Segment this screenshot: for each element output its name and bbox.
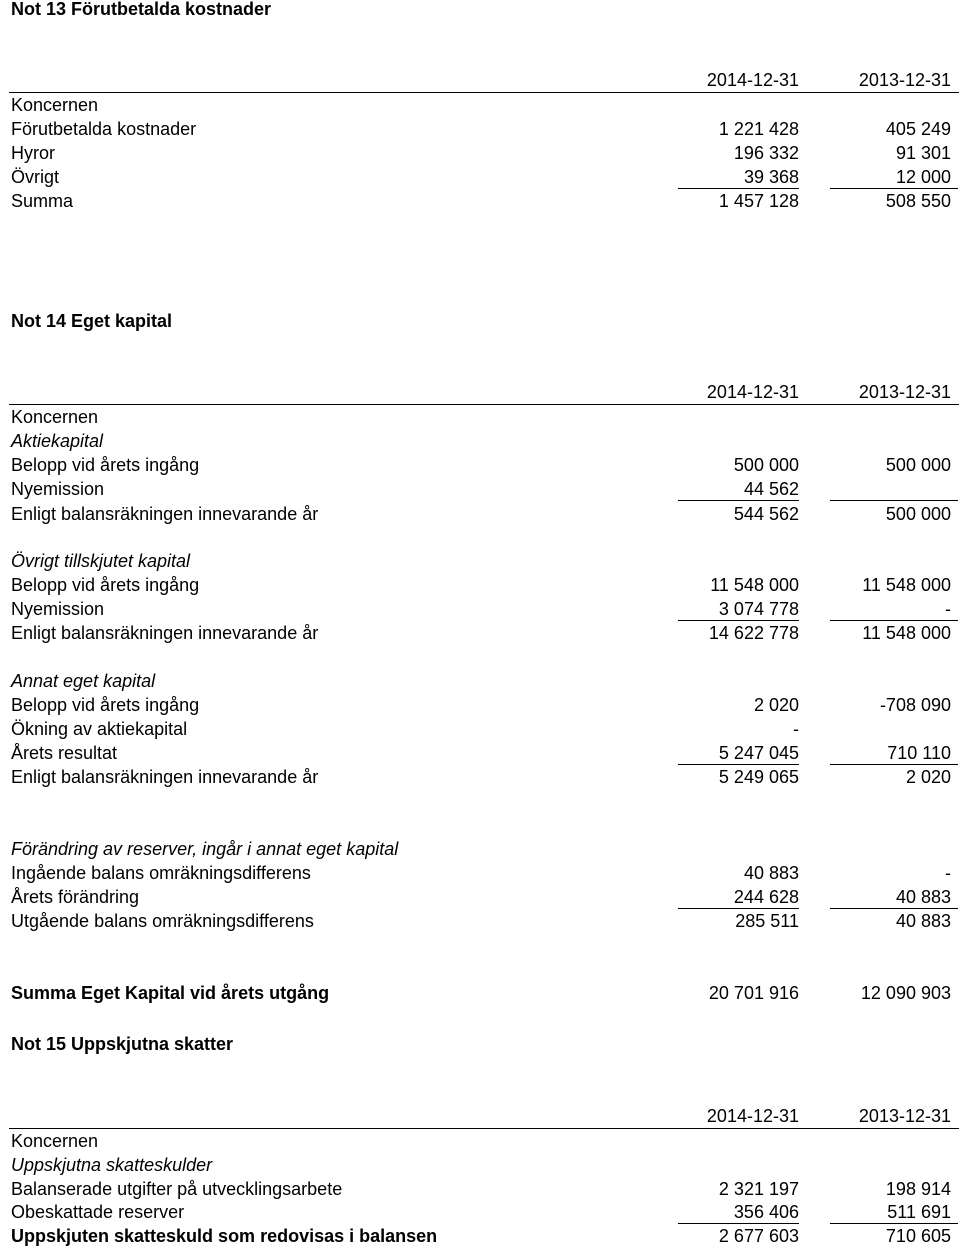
table-row-value-2013: -708 090: [879, 695, 951, 715]
table-row-label: Ökning av aktiekapital: [11, 719, 188, 739]
section-heading-reserver: Förändring av reserver, ingår i annat eget kapital: [11, 839, 399, 859]
table-row-value-2013: 2 020: [905, 767, 951, 787]
note-15-col1-header: 2014-12-31: [706, 1106, 799, 1126]
subtotal-rule: [830, 500, 958, 501]
table-row-value-2014: 11 548 000: [710, 575, 799, 595]
subtotal-rule: [830, 1223, 958, 1224]
section-heading-annat-eget-kapital: Annat eget kapital: [11, 671, 156, 691]
table-row-label: Utgående balans omräkningsdifferens: [11, 911, 314, 931]
table-row-value-2014: 500 000: [733, 455, 799, 475]
section-heading-ovrigt-tillskjutet: Övrigt tillskjutet kapital: [11, 551, 191, 571]
table-row-value-2014: 244 628: [733, 887, 799, 907]
table-row-label: Belopp vid årets ingång: [11, 455, 200, 475]
table-row-value-2014: -: [793, 719, 799, 739]
table-row-value-2013: 12 000: [895, 167, 951, 187]
table-row-label: Balanserade utgifter på utvecklingsarbete: [11, 1179, 343, 1199]
table-row-value-2013: 500 000: [885, 455, 951, 475]
deferred-tax-total-value-2013: 710 605: [885, 1226, 951, 1246]
table-row-value-2013: 198 914: [885, 1179, 951, 1199]
subtotal-rule: [678, 500, 799, 501]
table-row-value-2013: 511 691: [887, 1202, 951, 1222]
subtotal-rule: [678, 188, 799, 189]
table-row-value-2013: 710 110: [887, 743, 951, 763]
subtotal-rule: [830, 620, 958, 621]
table-row-label: Nyemission: [11, 479, 105, 499]
table-row-label: Årets förändring: [11, 887, 140, 907]
table-row-value-2014: 40 883: [743, 863, 799, 883]
table-row-value-2013: -: [945, 863, 951, 883]
table-row-label: Årets resultat: [11, 743, 118, 763]
note-13-title: Not 13 Förutbetalda kostnader: [11, 0, 272, 19]
table-row-label: Nyemission: [11, 599, 105, 619]
note-15-title: Not 15 Uppskjutna skatter: [11, 1034, 234, 1054]
table-row-value-2013: 11 548 000: [862, 575, 951, 595]
table-row-label: Förutbetalda kostnader: [11, 119, 197, 139]
note-13-group-label: Koncernen: [11, 95, 99, 115]
table-row-value-2013: 405 249: [885, 119, 951, 139]
table-row-value-2014: 44 562: [743, 479, 799, 499]
table-row-value-2014: 285 511: [735, 911, 799, 931]
table-row-value-2014: 1 457 128: [718, 191, 799, 211]
total-equity-label: Summa Eget Kapital vid årets utgång: [11, 983, 330, 1003]
table-row-value-2014: 2 020: [753, 695, 799, 715]
note-13-header-rule: [9, 92, 959, 93]
note-14-title: Not 14 Eget kapital: [11, 311, 173, 331]
note-15-header-rule: [9, 1128, 959, 1129]
table-row-value-2014: 544 562: [733, 504, 799, 524]
table-row-label: Obeskattade reserver: [11, 1202, 185, 1222]
table-row-label: Hyror: [11, 143, 55, 163]
table-row-value-2014: 3 074 778: [718, 599, 799, 619]
table-row-value-2014: 356 406: [733, 1202, 799, 1222]
note-15-group-label: Koncernen: [11, 1131, 99, 1151]
table-row-label: Övrigt: [11, 167, 60, 187]
table-row-value-2014: 1 221 428: [718, 119, 799, 139]
note-13-col1-header: 2014-12-31: [706, 70, 799, 90]
subtotal-rule: [830, 188, 958, 189]
note-14-col2-header: 2013-12-31: [858, 382, 951, 402]
table-row-label: Ingående balans omräkningsdifferens: [11, 863, 311, 883]
table-row-label: Belopp vid årets ingång: [11, 575, 200, 595]
deferred-tax-total-value-2014: 2 677 603: [718, 1226, 799, 1246]
table-row-value-2013: 508 550: [885, 191, 951, 211]
table-row-value-2013: -: [945, 599, 951, 619]
table-row-value-2014: 196 332: [733, 143, 799, 163]
table-row-value-2013: 11 548 000: [862, 623, 951, 643]
table-row-value-2014: 5 249 065: [718, 767, 799, 787]
table-row-label: Enligt balansräkningen innevarande år: [11, 623, 319, 643]
subtotal-rule: [678, 620, 799, 621]
table-row-value-2013: 500 000: [885, 504, 951, 524]
table-row-value-2013: 91 301: [895, 143, 951, 163]
table-row-label: Enligt balansräkningen innevarande år: [11, 504, 319, 524]
note-13-col2-header: 2013-12-31: [858, 70, 951, 90]
note-14-col1-header: 2014-12-31: [706, 382, 799, 402]
subtotal-rule: [830, 908, 958, 909]
table-row-value-2013: 40 883: [895, 911, 951, 931]
table-row-value-2013: 40 883: [895, 887, 951, 907]
subtotal-rule: [678, 1223, 799, 1224]
note-14-group-label: Koncernen: [11, 407, 99, 427]
table-row-label: Summa: [11, 191, 74, 211]
total-equity-value-2013: 12 090 903: [860, 983, 951, 1003]
note-14-header-rule: [9, 404, 959, 405]
section-heading-aktiekapital: Aktiekapital: [11, 431, 104, 451]
subtotal-rule: [678, 908, 799, 909]
table-row-value-2014: 5 247 045: [718, 743, 799, 763]
total-equity-value-2014: 20 701 916: [708, 983, 799, 1003]
table-row-value-2014: 2 321 197: [718, 1179, 799, 1199]
subtotal-rule: [678, 764, 799, 765]
table-row-value-2014: 39 368: [743, 167, 799, 187]
deferred-tax-total-label: Uppskjuten skatteskuld som redovisas i balansen: [11, 1226, 438, 1246]
table-row-value-2014: 14 622 778: [708, 623, 799, 643]
note-15-col2-header: 2013-12-31: [858, 1106, 951, 1126]
subtotal-rule: [830, 764, 958, 765]
table-row-label: Enligt balansräkningen innevarande år: [11, 767, 319, 787]
section-heading-uppskjutna-skatteskulder: Uppskjutna skatteskulder: [11, 1155, 213, 1175]
table-row-label: Belopp vid årets ingång: [11, 695, 200, 715]
